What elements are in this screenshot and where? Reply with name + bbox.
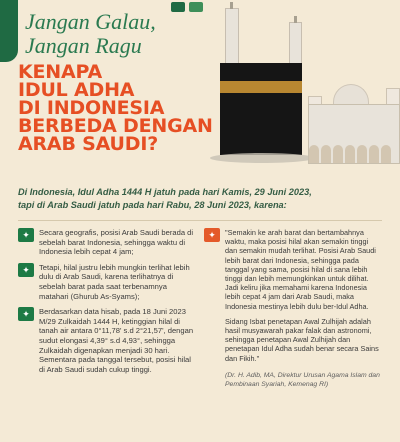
star-bullet-icon: ✦	[18, 228, 34, 242]
reasons-list	[18, 228, 196, 380]
headline-line4: BERBEDA DENGAN	[18, 115, 213, 137]
quote-attribution: (Dr. H. Adib, MA, Direktur Urusan Agama Islam dan Pembinaan Syariah, Kemenag RI)	[225, 371, 380, 388]
tagline-line2: Jangan Ragu	[25, 33, 142, 58]
star-bullet-icon: ✦	[18, 263, 34, 277]
arch	[369, 145, 379, 163]
reason-item	[18, 263, 196, 301]
reason-text: Secara geografis, posisi Arab Saudi berada di sebelah barat Indonesia, sehingga waktu di Indonesia lebih cepat 4 jam;	[39, 228, 194, 257]
arch	[357, 145, 367, 163]
quote-panel	[204, 228, 382, 389]
kaaba-illustration	[196, 8, 400, 186]
quote-paragraph-2: Sidang Isbat penetapan Awal Zulhijah adalah hasil musyawarah pakar falak dan astronomi, sehingga penetapan Awal Zulhijah dan penetapan Idul Adha sudah benar secara Sains dan Fikih."	[225, 316, 379, 363]
headline-line2: IDUL ADHA	[18, 79, 135, 101]
star-bullet-icon: ✦	[204, 228, 220, 242]
quote-paragraph-1: "Semakin ke arah barat dan bertambahnya waktu, maka posisi hilal akan semakin tinggi dan semakin mudah terlihat. Posisi Arab Saudi lebih barat dari Indonesia, sehingga pada tanggal yang sama, posisi hilal di sana lebih tinggi dan lebih memungkinkan untuk dilihat. Jadi keliru jika memahami karena Indonesia lebih cepat 4 jam dari Arab Saudi, maka Indonesia mestinya lebih dulu ber-Idul Adha.	[225, 228, 376, 311]
star-bullet-icon: ✦	[18, 307, 34, 321]
arch	[345, 145, 355, 163]
reason-item	[18, 228, 196, 257]
minaret-2-top	[294, 16, 297, 23]
top-left-decoration	[0, 0, 18, 62]
mosque	[308, 104, 400, 164]
arch	[381, 145, 391, 163]
reason-item	[18, 307, 196, 374]
kaaba-band	[220, 81, 302, 93]
intro-text	[18, 186, 388, 212]
tagline-line1: Jangan Galau,	[25, 9, 156, 34]
arch	[333, 145, 343, 163]
intro-line1: Di Indonesia, Idul Adha 1444 H jatuh pada hari Kamis, 29 Juni 2023,	[18, 187, 312, 197]
headline-line3: DI INDONESIA	[18, 97, 165, 119]
mosque-arches	[309, 145, 391, 163]
intro-line2: tapi di Arab Saudi jatuh pada hari Rabu, 28 Juni 2023, karena:	[18, 200, 287, 210]
headline-line5: ARAB SAUDI?	[18, 133, 159, 155]
arch	[321, 145, 331, 163]
tagline	[25, 10, 195, 58]
quote-header	[204, 228, 382, 369]
arch	[309, 145, 319, 163]
kaaba	[220, 63, 302, 155]
reason-text: Berdasarkan data hisab, pada 18 Juni 2023 M/29 Zulkaidah 1444 H, ketinggian hilal di tanah air antara 0°11,78' s.d 2°21,57', dengan sudut elongasi 4,39° s.d 4,93°, sehingga Zulkaidah digenapkan menjadi 30 hari. Sementara pada tanggal tersebut, posisi hilal di Arab Saudi sudah cukup tinggi.	[39, 307, 194, 374]
minaret-2	[289, 22, 302, 64]
divider	[18, 220, 382, 221]
headline-line1: KENAPA	[18, 61, 102, 83]
reason-text: Tetapi, hilal justru lebih mungkin terlihat lebih dulu di Arab Saudi, karena terlihatnya di sebelah barat pada saat terbenamnya matahari (Ghurub As-Syams);	[39, 262, 190, 301]
kaaba-shadow	[210, 153, 314, 163]
minaret-1-top	[230, 2, 233, 9]
minaret-1	[225, 8, 239, 64]
quote-text	[225, 228, 382, 369]
